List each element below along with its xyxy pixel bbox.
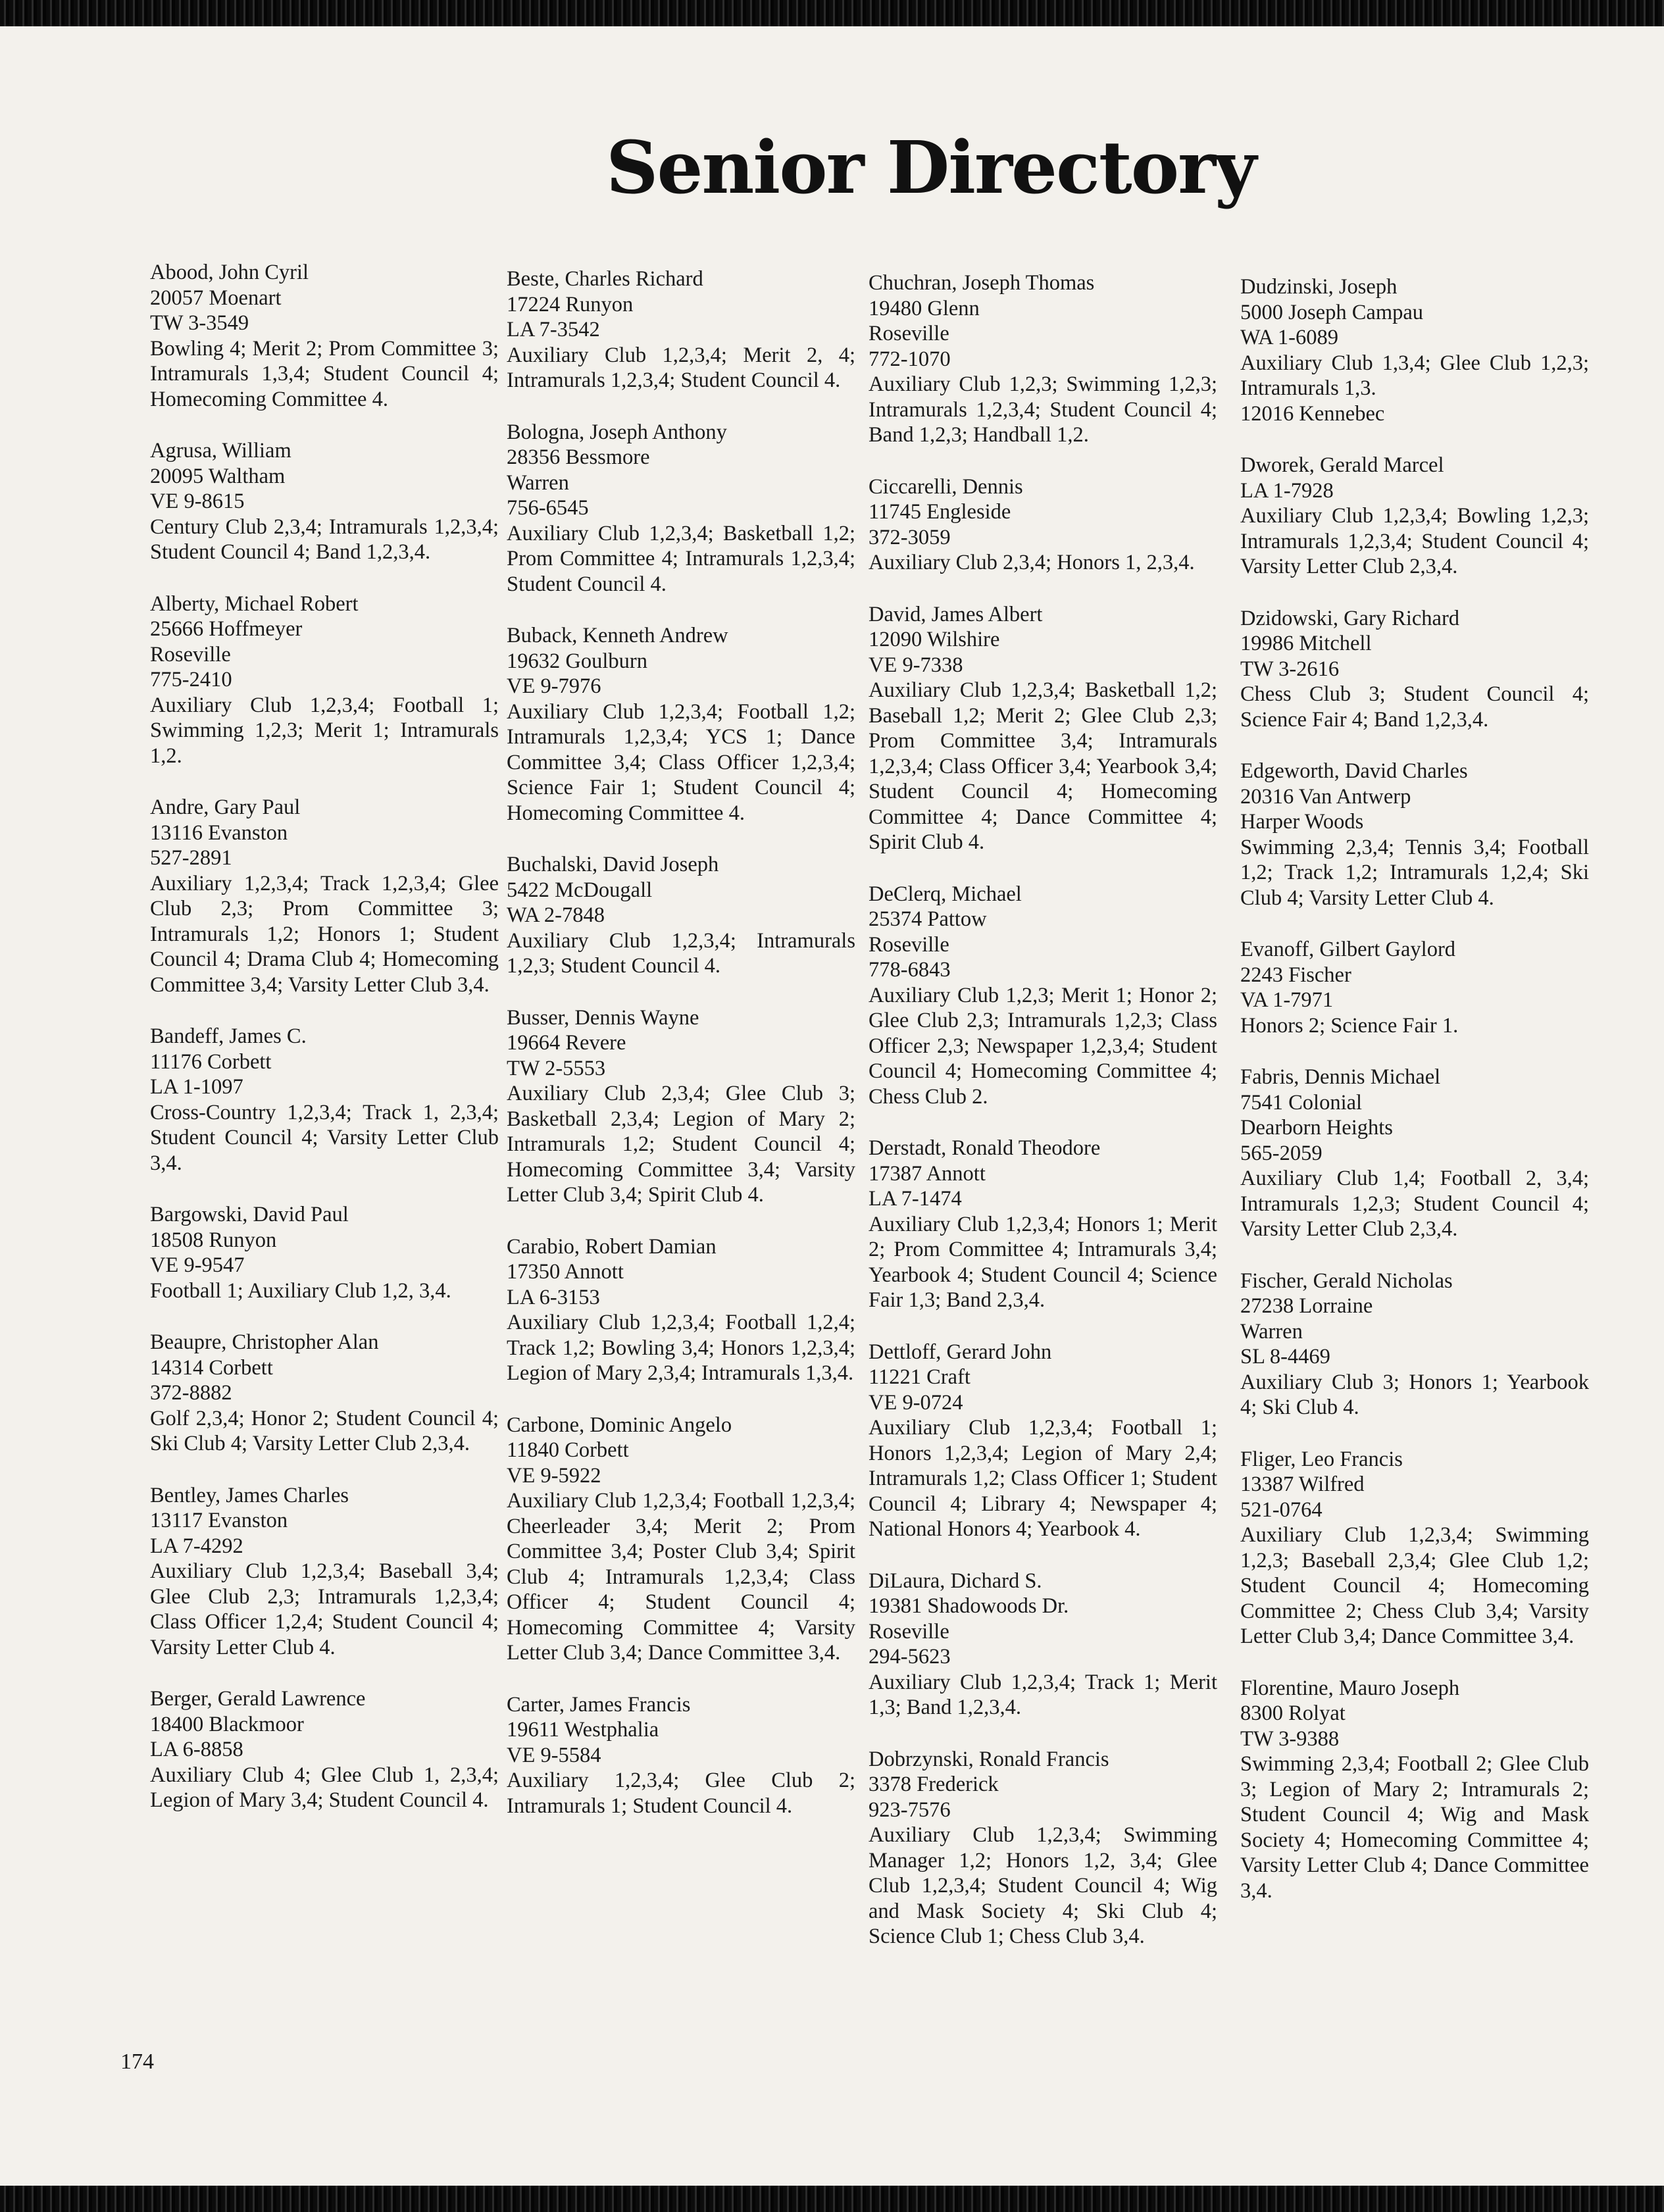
directory-entry	[1240, 1447, 1589, 1649]
entry-name: DeClerq, Michael	[869, 882, 1022, 906]
entry-activities: Auxiliary 1,2,3,4; Glee Club 2; Intramurals 1; Student Council 4.	[507, 1769, 855, 1818]
entry-name: Buback, Kenneth Andrew	[507, 624, 728, 647]
entry-address-line: 778-6843	[869, 958, 951, 982]
entry-address-line: 11745 Engleside	[869, 500, 1011, 524]
entry-activities: Auxiliary Club 1,2,3,4; Basketball 1,2; Baseball 1,2; Merit 2; Glee Club 2,3; Prom Committee 3,4; Intramurals 1,2,3,4; Class Officer 3,4; Yearbook 3,4; Student Council 4; Homecoming Committee 4; Dance Committee 4; Spirit Club 4.	[869, 678, 1217, 854]
directory-entry	[150, 591, 499, 769]
entry-address-line: VE 9-0724	[869, 1390, 963, 1415]
entry-address-line: 25666 Hoffmeyer	[150, 617, 303, 641]
directory-entry	[150, 795, 499, 997]
entry-activities: Football 1; Auxiliary Club 1,2, 3,4.	[150, 1278, 451, 1303]
entry-address-line: 19664 Revere	[507, 1031, 626, 1055]
directory-entry	[150, 1483, 499, 1661]
entry-activities: Auxiliary Club 1,3,4; Glee Club 1,2,3; Intramurals 1,3.	[1240, 351, 1589, 400]
entry-address-line: 13116 Evanston	[150, 820, 288, 845]
entry-address-line: Roseville	[869, 1619, 949, 1644]
entry-address-line: 8300 Rolyat	[1240, 1701, 1346, 1725]
entry-address-line: 372-8882	[150, 1381, 232, 1405]
entry-name: Alberty, Michael Robert	[150, 591, 359, 616]
entry-activities: Auxiliary 1,2,3,4; Track 1,2,3,4; Glee Club 2,3; Prom Committee 3; Intramurals 1,2; Honors 1; Student Council 4; Drama Club 4; Homecoming Committee 3,4; Varsity Letter Club 3,4.	[150, 871, 499, 997]
entry-address-line: 19632 Goulburn	[507, 649, 647, 673]
entry-activities: Auxiliary Club 2,3,4; Honors 1, 2,3,4.	[869, 551, 1195, 574]
entry-activities: Auxiliary Club 1,2,3,4; Merit 2, 4; Intramurals 1,2,3,4; Student Council 4.	[507, 343, 855, 392]
entry-activities: Auxiliary Club 1,2,3,4; Football 1,2,3,4; Cheerleader 3,4; Merit 2; Prom Committee 3,4; Poster Club 3,4; Spirit Club 4; Intramurals 1,2,3,4; Class Officer 4; Student Council 4; Homecoming Committee 4; Varsity Letter Club 3,4; Dance Committee 3,4.	[507, 1489, 855, 1665]
entry-address-line: 772-1070	[869, 347, 951, 371]
scan-border-top	[0, 0, 1664, 26]
entry-name: Dobrzynski, Ronald Francis	[869, 1747, 1109, 1771]
entry-address-line: 13117 Evanston	[150, 1509, 288, 1532]
entry-address-line: 20095 Waltham	[150, 464, 286, 488]
entry-address-line: 923-7576	[869, 1797, 951, 1822]
directory-column-3	[869, 270, 1217, 1976]
entry-activities: Century Club 2,3,4; Intramurals 1,2,3,4; Student Council 4; Band 1,2,3,4.	[150, 515, 499, 564]
entry-address-line: WA 1-6089	[1240, 326, 1338, 349]
entry-name: David, James Albert	[869, 602, 1043, 626]
entry-name: Carbone, Dominic Angelo	[507, 1413, 732, 1437]
entry-address-line: 11840 Corbett	[507, 1438, 629, 1462]
entry-address-line: 28356 Bessmore	[507, 445, 650, 469]
entry-activities: Cross-Country 1,2,3,4; Track 1, 2,3,4; Student Council 4; Varsity Letter Club 3,4.	[150, 1100, 499, 1175]
entry-address-line: 19381 Shadowoods Dr.	[869, 1594, 1069, 1618]
entry-address-line: 521-0764	[1240, 1497, 1323, 1522]
entry-activities: Auxiliary Club 3; Honors 1; Yearbook 4; Ski Club 4.	[1240, 1370, 1589, 1419]
entry-name: DiLaura, Dichard S.	[869, 1569, 1042, 1593]
page-title: Senior Directory	[606, 125, 1255, 210]
entry-activities: Auxiliary Club 1,2,3,4; Football 1,2,4; Track 1,2; Bowling 3,4; Honors 1,2,3,4; Legion of Mary 2,3,4; Intramurals 1,3,4.	[507, 1311, 855, 1385]
directory-entry	[507, 1234, 855, 1386]
directory-entry	[507, 420, 855, 597]
entry-address-line: 11176 Corbett	[150, 1049, 272, 1074]
entry-address-line: 25374 Pattow	[869, 907, 987, 931]
directory-entry	[869, 602, 1217, 855]
directory-entry	[1240, 274, 1589, 426]
entry-address-line: VE 9-7338	[869, 653, 963, 677]
entry-name: Bandeff, James C.	[150, 1024, 307, 1048]
entry-name: Agrusa, William	[150, 439, 291, 463]
entry-address-line: TW 2-5553	[507, 1056, 606, 1080]
entry-activities: Auxiliary Club 1,2,3; Merit 1; Honor 2; Glee Club 2,3; Intramurals 1,2,3; Class Officer 2,3; Newspaper 1,2,3,4; Student Council 4; Homecoming Committee 4; Chess Club 2.	[869, 983, 1217, 1109]
entry-address-line: 2243 Fischer	[1240, 963, 1351, 987]
entry-address-line: 775-2410	[150, 668, 232, 691]
entry-name: Andre, Gary Paul	[150, 795, 301, 819]
entry-address-line: 27238 Lorraine	[1240, 1294, 1373, 1318]
directory-entry	[1240, 606, 1589, 733]
entry-name: Dettloff, Gerard John	[869, 1340, 1052, 1364]
entry-address-line: 5422 McDougall	[507, 878, 653, 902]
entry-name: Evanoff, Gilbert Gaylord	[1240, 938, 1456, 961]
directory-column-2	[507, 266, 855, 1845]
entry-activities: Auxiliary Club 1,2,3,4; Swimming Manager 1,2; Honors 1,2, 3,4; Glee Club 1,2,3,4; Student Council 4; Wig and Mask Society 4; Ski Club 4; Science Club 1; Chess Club 3,4.	[869, 1823, 1217, 1948]
entry-activities: Auxiliary Club 1,2,3,4; Football 1,2; Intramurals 1,2,3,4; YCS 1; Dance Committee 3,4; Class Officer 1,2,3,4; Science Fair 1; Student Council 4; Homecoming Committee 4.	[507, 699, 855, 825]
entry-name: Carter, James Francis	[507, 1692, 691, 1717]
entry-activities: Auxiliary Club 1,2,3; Swimming 1,2,3; Intramurals 1,2,3,4; Student Council 4; Band 1,2,3; Handball 1,2.	[869, 372, 1217, 447]
entry-address-line: SL 8-4469	[1240, 1345, 1330, 1369]
entry-activities: Auxiliary Club 1,2,3,4; Baseball 3,4; Glee Club 2,3; Intramurals 1,2,3,4; Class Officer 1,2,4; Student Council 4; Varsity Letter Club 4.	[150, 1559, 499, 1659]
entry-address-line: LA 6-8858	[150, 1738, 243, 1761]
entry-address-line: LA 7-3542	[507, 318, 600, 341]
entry-activities: Auxiliary Club 1,2,3,4; Track 1; Merit 1,3; Band 1,2,3,4.	[869, 1670, 1217, 1719]
directory-entry	[869, 474, 1217, 576]
directory-entry	[1240, 1065, 1589, 1242]
scan-border-bottom	[0, 2186, 1664, 2212]
directory-entry	[1240, 937, 1589, 1038]
entry-address-line: 18400 Blackmoor	[150, 1712, 304, 1736]
entry-activities: Golf 2,3,4; Honor 2; Student Council 4; Ski Club 4; Varsity Letter Club 2,3,4.	[150, 1406, 499, 1455]
entry-address-line: 3378 Frederick	[869, 1772, 999, 1796]
directory-column-1	[150, 260, 499, 1840]
directory-entry	[869, 882, 1217, 1110]
entry-address-line: VE 9-9547	[150, 1253, 245, 1277]
entry-activities: Bowling 4; Merit 2; Prom Committee 3; Intramurals 1,3,4; Student Council 4; Homecoming Committee 4.	[150, 336, 499, 411]
entry-address-line: 17224 Runyon	[507, 292, 634, 316]
entry-activities: Chess Club 3; Student Council 4; Science Fair 4; Band 1,2,3,4.	[1240, 682, 1589, 732]
entry-address-line: VE 9-5584	[507, 1743, 601, 1767]
entry-address-line: Dearborn Heights	[1240, 1116, 1393, 1140]
entry-address-line: VA 1-7971	[1240, 988, 1334, 1012]
entry-activities: Auxiliary Club 2,3,4; Glee Club 3; Basketball 2,3,4; Legion of Mary 2; Intramurals 1,2; Student Council 4; Homecoming Committee 3,4; Varsity Letter Club 3,4; Spirit Club 4.	[507, 1082, 855, 1207]
entry-name: Ciccarelli, Dennis	[869, 474, 1023, 499]
entry-address-line: 12090 Wilshire	[869, 628, 1000, 651]
entry-extra-line: 12016 Kennebec	[1240, 401, 1385, 426]
entry-address-line: Roseville	[869, 932, 949, 957]
entry-name: Beaupre, Christopher Alan	[150, 1330, 379, 1354]
entry-address-line: LA 7-1474	[869, 1187, 962, 1211]
entry-name: Beste, Charles Richard	[507, 267, 703, 291]
entry-name: Fabris, Dennis Michael	[1240, 1065, 1441, 1089]
entry-address-line: 527-2891	[150, 846, 232, 870]
entry-name: Fliger, Leo Francis	[1240, 1447, 1403, 1471]
entry-address-line: 7541 Colonial	[1240, 1090, 1363, 1115]
entry-address-line: Roseville	[869, 322, 949, 345]
entry-name: Bologna, Joseph Anthony	[507, 420, 727, 444]
directory-entry	[150, 1330, 499, 1457]
entry-address-line: TW 3-9388	[1240, 1726, 1340, 1751]
directory-entry	[507, 1692, 855, 1819]
entry-activities: Auxiliary Club 1,2,3,4; Football 1; Honors 1,2,3,4; Legion of Mary 2,4; Intramurals 1,2; Class Officer 1; Student Council 4; Library 4; Newspaper 4; National Honors 4; Yearbook 4.	[869, 1416, 1217, 1541]
entry-address-line: Warren	[1240, 1319, 1303, 1344]
entry-address-line: WA 2-7848	[507, 903, 605, 927]
directory-entry	[869, 1136, 1217, 1313]
entry-activities: Auxiliary Club 1,2,3,4; Bowling 1,2,3; Intramurals 1,2,3,4; Student Council 4; Varsity Letter Club 2,3,4.	[1240, 504, 1589, 578]
entry-address-line: LA 1-1097	[150, 1075, 243, 1099]
entry-name: Edgeworth, David Charles	[1240, 759, 1468, 783]
entry-activities: Auxiliary Club 1,2,3,4; Basketball 1,2; Prom Committee 4; Intramurals 1,2,3,4; Student Council 4.	[507, 521, 855, 596]
entry-address-line: TW 3-2616	[1240, 657, 1340, 681]
entry-address-line: 756-6545	[507, 496, 589, 520]
entry-name: Busser, Dennis Wayne	[507, 1005, 699, 1030]
entry-address-line: Warren	[507, 470, 569, 495]
entry-name: Derstadt, Ronald Theodore	[869, 1136, 1101, 1160]
directory-entry	[869, 270, 1217, 448]
entry-address-line: 19480 Glenn	[869, 296, 980, 320]
entry-address-line: 20057 Moenart	[150, 286, 282, 310]
entry-address-line: VE 9-7976	[507, 674, 601, 698]
directory-entry	[869, 1747, 1217, 1949]
entry-name: Dworek, Gerald Marcel	[1240, 453, 1444, 477]
entry-address-line: LA 7-4292	[150, 1534, 243, 1558]
entry-address-line: 5000 Joseph Campau	[1240, 300, 1424, 324]
entry-address-line: 565-2059	[1240, 1141, 1323, 1165]
entry-address-line: 19611 Westphalia	[507, 1718, 659, 1742]
directory-entry	[150, 1202, 499, 1303]
entry-activities: Auxiliary Club 1,2,3,4; Honors 1; Merit 2; Prom Committee 4; Intramurals 3,4; Yearbook 4; Student Council 4; Science Fair 1,3; Band 2,3,4.	[869, 1212, 1217, 1312]
entry-address-line: 20316 Van Antwerp	[1240, 784, 1411, 809]
entry-name: Chuchran, Joseph Thomas	[869, 271, 1095, 295]
entry-address-line: 14314 Corbett	[150, 1355, 273, 1380]
entry-name: Buchalski, David Joseph	[507, 853, 719, 876]
directory-entry	[869, 1569, 1217, 1721]
entry-address-line: 17387 Annott	[869, 1161, 986, 1186]
entry-name: Abood, John Cyril	[150, 261, 309, 284]
directory-entry	[150, 1024, 499, 1176]
directory-entry	[150, 260, 499, 412]
entry-activities: Swimming 2,3,4; Football 2; Glee Club 3; Legion of Mary 2; Intramurals 2; Student Council 4; Wig and Mask Society 4; Homecoming Committee 4; Varsity Letter Club 4; Dance Committee 3,4.	[1240, 1752, 1589, 1903]
directory-entry	[1240, 453, 1589, 580]
entry-address-line: LA 6-3153	[507, 1285, 600, 1309]
entry-address-line: 13387 Wilfred	[1240, 1472, 1365, 1496]
entry-address-line: 18508 Runyon	[150, 1228, 277, 1252]
directory-entry	[150, 1686, 499, 1813]
directory-entry	[507, 623, 855, 826]
entry-address-line: Roseville	[150, 642, 231, 666]
directory-entry	[1240, 1676, 1589, 1904]
entry-address-line: 17350 Annott	[507, 1260, 624, 1284]
entry-name: Berger, Gerald Lawrence	[150, 1687, 366, 1711]
entry-activities: Swimming 2,3,4; Tennis 3,4; Football 1,2; Track 1,2; Intramurals 1,2,4; Ski Club 4; Varsity Letter Club 4.	[1240, 835, 1589, 910]
directory-entry	[869, 1340, 1217, 1542]
directory-entry	[150, 438, 499, 565]
entry-address-line: VE 9-8615	[150, 490, 245, 513]
entry-address-line: 294-5623	[869, 1645, 951, 1669]
directory-entry	[507, 1413, 855, 1666]
directory-column-4	[1240, 274, 1589, 1930]
page-number: 174	[120, 2049, 154, 2074]
entry-address-line: 19986 Mitchell	[1240, 632, 1372, 655]
entry-activities: Honors 2; Science Fair 1.	[1240, 1013, 1459, 1038]
entry-address-line: VE 9-5922	[507, 1463, 601, 1488]
entry-name: Carabio, Robert Damian	[507, 1234, 717, 1259]
entry-address-line: Harper Woods	[1240, 810, 1364, 834]
directory-entry	[1240, 759, 1589, 911]
directory-entry	[507, 266, 855, 393]
entry-name: Dzidowski, Gary Richard	[1240, 606, 1460, 630]
entry-address-line: 372-3059	[869, 525, 951, 549]
directory-entry	[1240, 1269, 1589, 1420]
entry-address-line: 11221 Craft	[869, 1365, 971, 1389]
entry-activities: Auxiliary Club 1,2,3,4; Football 1; Swimming 1,2,3; Merit 1; Intramurals 1,2.	[150, 693, 499, 768]
entry-address-line: TW 3-3549	[150, 311, 249, 335]
yearbook-page	[0, 26, 1664, 2186]
entry-activities: Auxiliary Club 1,4; Football 2, 3,4; Intramurals 1,2,3; Student Council 4; Varsity Letter Club 2,3,4.	[1240, 1167, 1589, 1241]
entry-name: Bargowski, David Paul	[150, 1203, 349, 1226]
entry-activities: Auxiliary Club 1,2,3,4; Intramurals 1,2,3; Student Council 4.	[507, 928, 855, 978]
entry-name: Bentley, James Charles	[150, 1483, 349, 1507]
entry-name: Dudzinski, Joseph	[1240, 275, 1398, 299]
entry-activities: Auxiliary Club 4; Glee Club 1, 2,3,4; Legion of Mary 3,4; Student Council 4.	[150, 1763, 499, 1812]
entry-name: Florentine, Mauro Joseph	[1240, 1676, 1460, 1700]
entry-name: Fischer, Gerald Nicholas	[1240, 1269, 1453, 1293]
entry-activities: Auxiliary Club 1,2,3,4; Swimming 1,2,3; Baseball 2,3,4; Glee Club 1,2; Student Council 4; Homecoming Committee 2; Chess Club 3,4; Varsity Letter Club 3,4; Dance Committee 3,4.	[1240, 1523, 1589, 1648]
directory-entry	[507, 1005, 855, 1208]
directory-entry	[507, 852, 855, 979]
entry-address-line: LA 1-7928	[1240, 478, 1334, 503]
